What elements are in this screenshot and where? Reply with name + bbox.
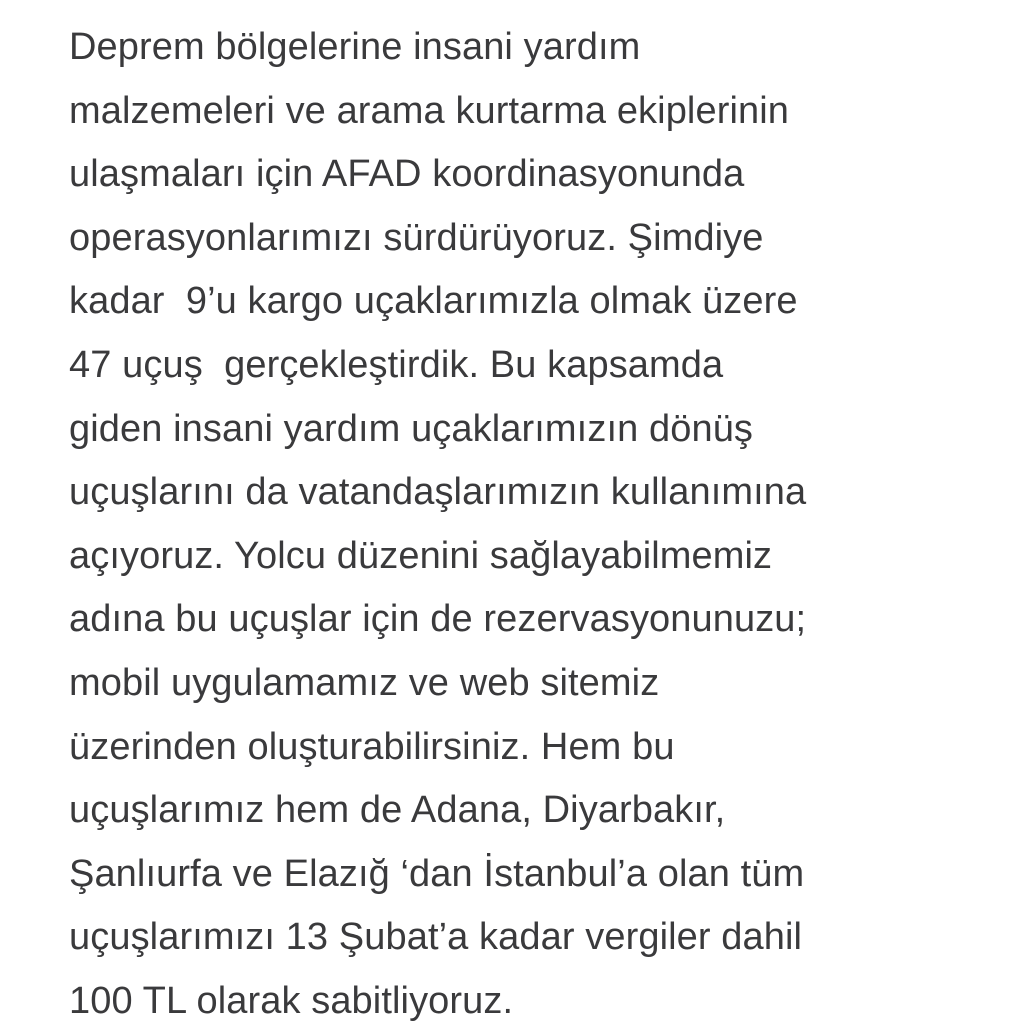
text-line-16: 100 TL olarak sabitliyoruz. [69,979,514,1022]
text-line-10: adına bu uçuşlar için de rezervasyonunuzu; [69,598,807,641]
text-line-9: açıyoruz. Yolcu düzenini sağlayabilmemiz [69,534,773,577]
text-line-4: operasyonlarımızı sürdürüyoruz. Şimdiye [69,216,764,259]
text-line-7: giden insani yardım uçaklarımızın dönüş [69,407,754,450]
text-line-14: Şanlıurfa ve Elazığ ‘dan İstanbul’a olan tüm [69,852,805,895]
text-line-13: uçuşlarımız hem de Adana, Diyarbakır, [69,789,726,832]
announcement-text [69,16,1009,1034]
text-line-8: uçuşlarını da vatandaşlarımızın kullanımına [69,471,807,514]
text-line-1: Deprem bölgelerine insani yardım [69,26,641,68]
text-line-11: mobil uygulamamız ve web sitemiz [69,661,660,704]
text-line-6: 47 uçuş gerçekleştirdik. Bu kapsamda [69,343,724,386]
text-line-15: uçuşlarımızı 13 Şubat’a kadar vergiler dahil [69,916,803,959]
text-line-5: kadar 9’u kargo uçaklarımızla olmak üzere [69,280,798,323]
text-line-12: üzerinden oluşturabilirsiniz. Hem bu [69,725,675,768]
text-line-2: malzemeleri ve arama kurtarma ekiplerinin [69,89,790,132]
text-line-3: ulaşmaları için AFAD koordinasyonunda [69,153,745,196]
